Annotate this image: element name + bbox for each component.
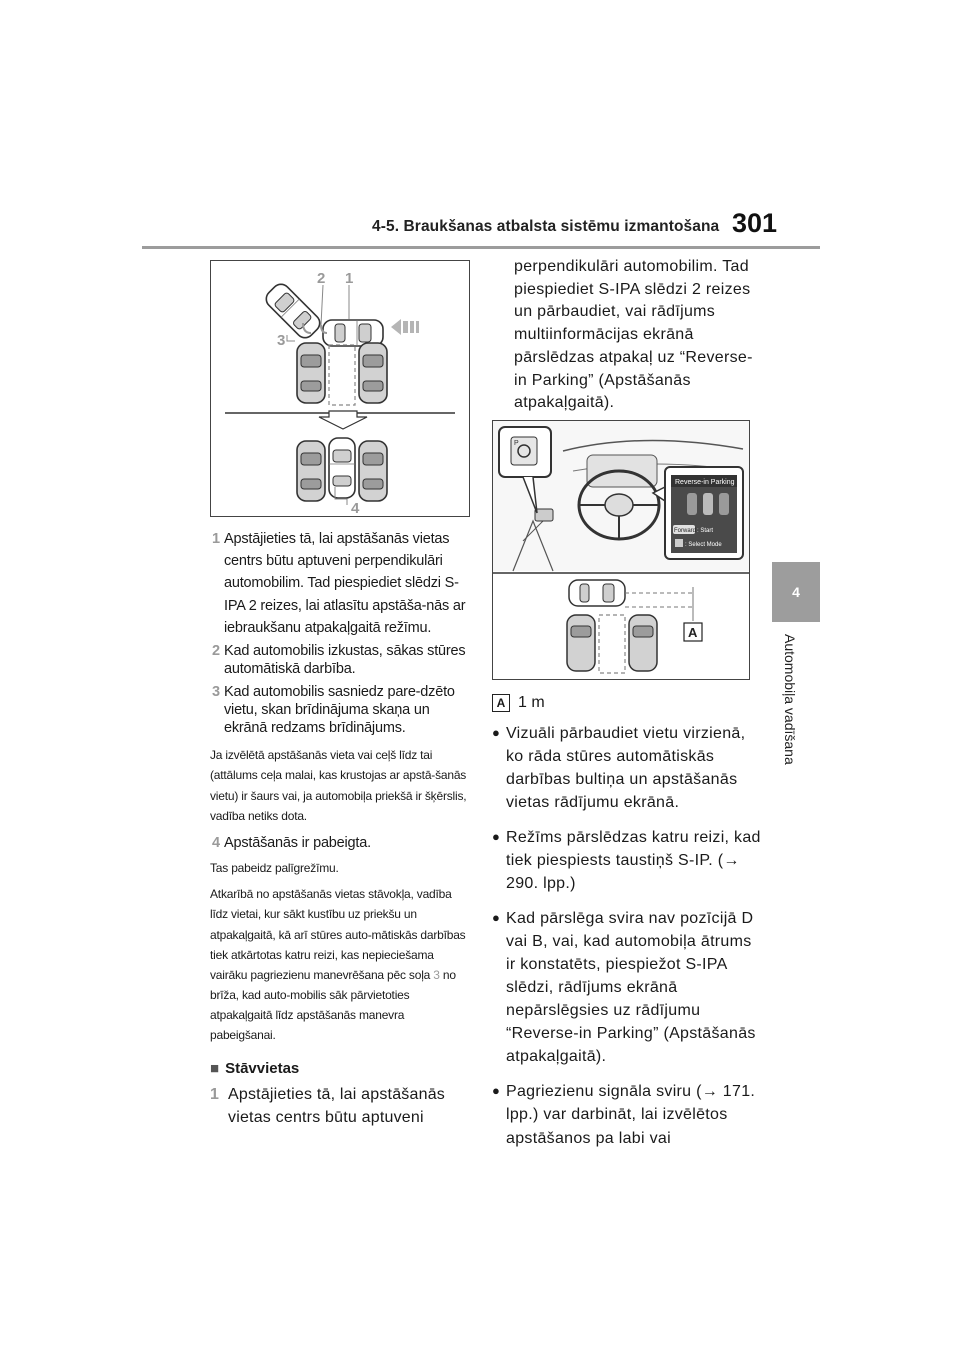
screen-forward: Forward xyxy=(674,528,697,534)
chapter-label: Automobiļa vadīšana xyxy=(782,634,798,765)
car-moving xyxy=(323,320,383,346)
label-3: 3 xyxy=(277,332,286,349)
continuation-paragraph: perpendikulāri automobilim. Tad piespiediet S-IPA slēdzi 2 reizes un pārbaudiet, vai rādījums multiinformācijas ekrānā pārslēdzas atpakaļ uz “Reverse-in Parking” (Apstāšanās atpakaļgaitā). xyxy=(514,258,753,412)
note-step-ref: 3 xyxy=(433,967,440,982)
callout-a: A xyxy=(688,625,698,640)
step-number: 1 xyxy=(212,531,220,547)
note-text-a: Atkarībā no apstāšanās vietas stāvokļa, vadība līdz vietai, kur sākt kustību uz priekšu un atpakaļgaitā, kā arī stūres auto-mātiskās darbības tiek atkārtotas katru reizi, kas nepieciešama vairāku pagriezienu manevrēšana pēc soļa xyxy=(210,887,466,982)
page-number: 301 xyxy=(732,208,778,238)
bullet-icon: ● xyxy=(492,829,501,845)
bullet-text: Režīms pārslēdzas katru reizi, kad tiek piespiests taustiņš S-IP. (→ 290. lpp.) xyxy=(506,829,761,893)
legend-a xyxy=(492,694,764,712)
car-turning xyxy=(263,281,324,342)
parking-step-1 xyxy=(210,1083,472,1130)
right-column-bottom xyxy=(492,686,764,1162)
note-narrow-space: Ja izvēlētā apstāšanās vieta vai ceļš līdz tai (attālums ceļa malai, kas krustojas ar apstā-šanās vietu) ir šaurs vai, ja automobiļa priekšā ir šķērslis, vadība netiks dota. xyxy=(210,748,467,823)
step-1 xyxy=(210,528,472,639)
label-4: 4 xyxy=(351,500,360,516)
dashboard-diagram xyxy=(492,420,750,680)
svg-text:P: P xyxy=(514,440,519,447)
label-2: 2 xyxy=(317,270,326,287)
step-text: Apstājieties tā, lai apstāšanās vietas centrs būtu aptuveni perpendikulāri automobilim. Tad piespiediet slēdzi S-IPA 2 reizes, lai atlasītu apstāša-nās ar iebraukšanu atpakaļgaitā režīmu. xyxy=(224,531,466,636)
note-multi-turn xyxy=(210,884,472,1045)
step-2 xyxy=(210,643,472,678)
bullet-text: Pagriezienu signāla sviru (→ 171. lpp.) var darbināt, lai izvēlētos apstāšanos pa labi vai xyxy=(506,1083,756,1147)
bullet-text: Vizuāli pārbaudiet vietu virzienā, ko rāda stūres automātiskās darbības bultiņa un apstāšanās vietas rādījumu ekrānā. xyxy=(506,725,746,812)
chapter-tab: 4 xyxy=(772,562,820,622)
step-text: Kad automobilis sasniedz pare-dzēto vietu, skan brīdinājuma skaņa un ekrānā redzams brīdinājums. xyxy=(224,684,455,736)
bullet-icon: ● xyxy=(492,910,501,926)
section-heading xyxy=(210,1060,472,1077)
screen-select-mode: : Select Mode xyxy=(685,542,722,548)
label-1: 1 xyxy=(345,270,354,287)
section-title: 4-5. Braukšanas atbalsta sistēmu izmantošana xyxy=(372,218,720,235)
bullet-icon: ● xyxy=(492,725,501,740)
bullet-item xyxy=(492,722,764,814)
screen-start: : Start xyxy=(697,528,714,534)
note-assist-end: Tas pabeidz palīgrežīmu. xyxy=(210,861,339,876)
step-number: 2 xyxy=(212,642,220,659)
step-text: Apstājieties tā, lai apstāšanās vietas centrs būtu aptuveni xyxy=(228,1085,445,1127)
legend-text: 1 m xyxy=(518,694,545,711)
right-column xyxy=(492,256,764,415)
step-3 xyxy=(210,684,472,737)
step-number: 1 xyxy=(210,1085,220,1103)
step-number: 3 xyxy=(212,684,220,701)
bullet-text: Kad pārslēga svira nav pozīcijā D vai B, vai, kad automobiļa ātrums ir konstatēts, piespiežot S-IPA slēdzi, rādījums ekrānā nepārslēgsies uz rādījumu “Reverse-in Parking” (Apstāšanās atpakaļgaitā). xyxy=(506,910,756,1066)
left-column xyxy=(210,528,472,1130)
screen-title: Reverse-in Parking xyxy=(675,479,735,486)
note-text-b: no brīža, kad auto-mobilis sāk pārvietoties atpakaļgaitā līdz apstāšanās manevra pabeigšanai. xyxy=(210,967,456,1043)
header-rule xyxy=(142,246,820,249)
step-text: Apstāšanās ir pabeigta. xyxy=(224,834,371,851)
section-marker: ■ xyxy=(210,1059,220,1077)
section-heading-text: Stāvvietas xyxy=(225,1059,300,1077)
bullet-item xyxy=(492,826,764,895)
bullet-item xyxy=(492,907,764,1068)
bullet-icon: ● xyxy=(492,1083,501,1099)
parking-diagram xyxy=(210,260,470,517)
bullet-item xyxy=(492,1080,764,1149)
legend-box: A xyxy=(492,694,510,712)
step-text: Kad automobilis izkustas, sākas stūres automātiskā darbība. xyxy=(224,642,466,677)
car-parked xyxy=(329,438,355,498)
step-number: 4 xyxy=(212,834,220,851)
step-4 xyxy=(210,832,472,854)
